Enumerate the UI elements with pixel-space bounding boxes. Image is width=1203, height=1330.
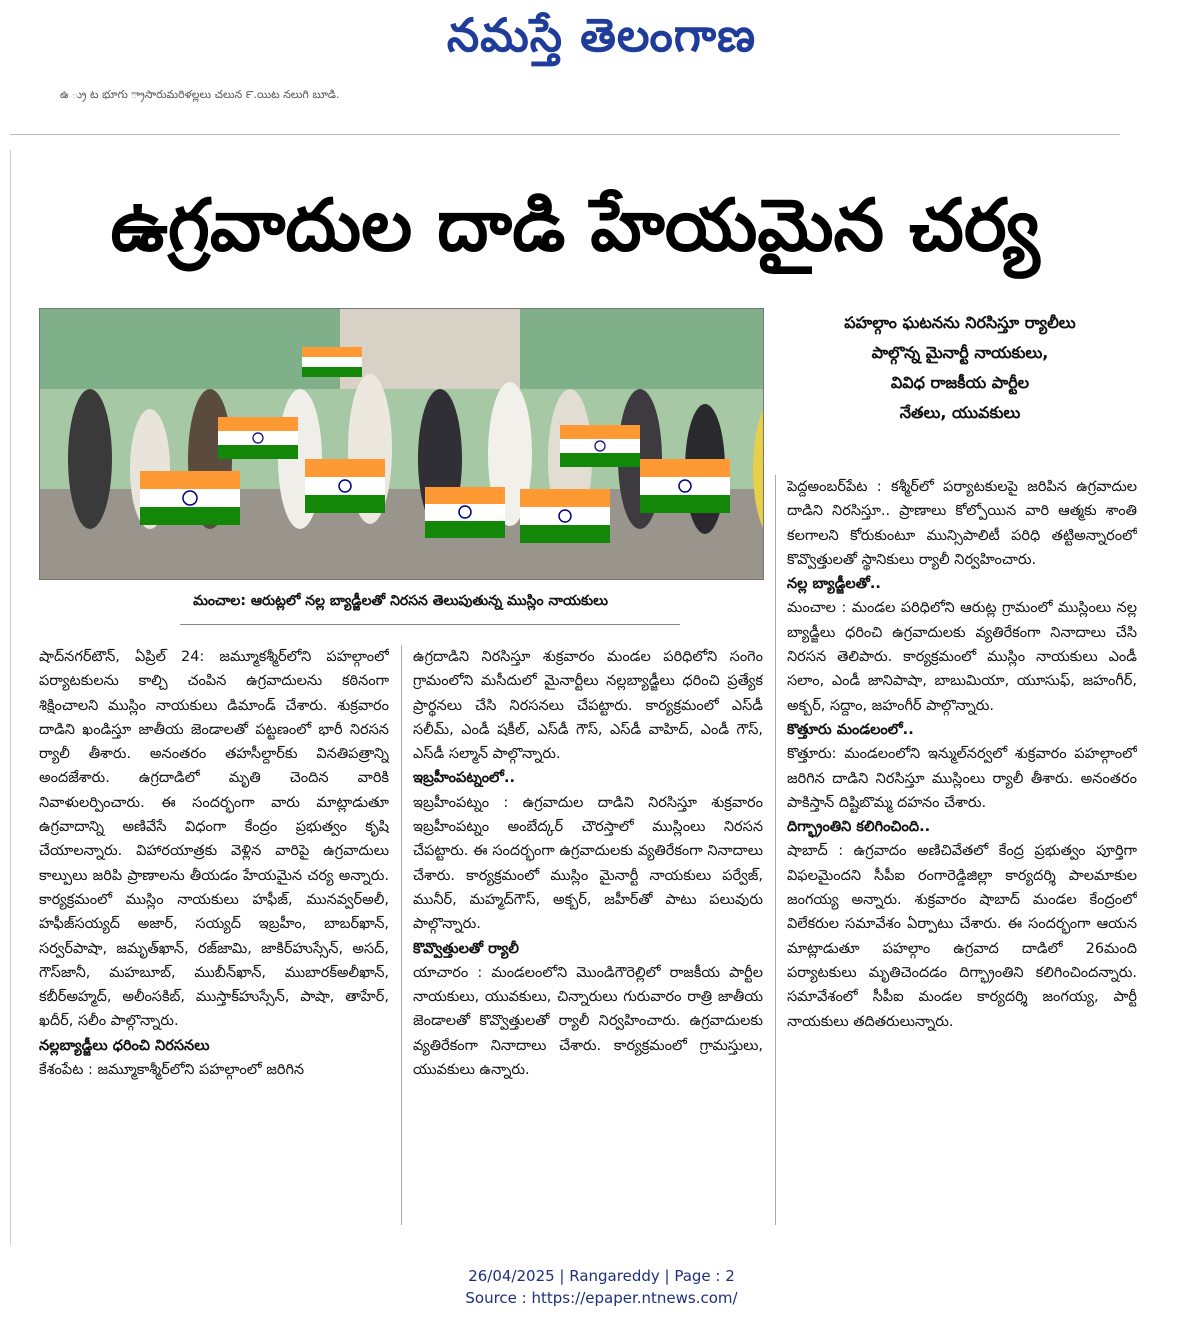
flag-band-middle <box>302 357 362 367</box>
flag-band-top <box>305 459 385 477</box>
section-subheading: ఇబ్రహీంపట్నంలో.. <box>413 770 515 787</box>
flag-band-top <box>218 417 298 431</box>
flag-band-top <box>302 347 362 357</box>
flag-band-bottom <box>560 453 640 467</box>
column-divider <box>775 475 776 1225</box>
subheadline-deck <box>780 308 1140 458</box>
newspaper-logo: నమస్తే తెలంగాణ <box>446 8 757 62</box>
source-link[interactable]: Source : https://epaper.ntnews.com/ <box>465 1289 738 1307</box>
flag-band-bottom <box>425 521 505 538</box>
paragraph: కేశంపేట : జమ్మూకాశ్మీర్‌లోని పహల్గాంలో జరిగిన <box>39 1062 305 1079</box>
flag-band-bottom <box>520 525 610 543</box>
section-subheading: నల్ల బ్యాడ్జీలతో.. <box>787 576 881 593</box>
flag-band-bottom <box>305 495 385 513</box>
flag-band-bottom <box>218 445 298 459</box>
section-subheading: నల్లబ్యాడ్జీలు ధరించి నిరసనలు <box>39 1037 210 1054</box>
paragraph: ఉగ్రదాడిని నిరసిస్తూ శుక్రవారం మండల పరిధిలోని సంగెం గ్రామంలోని మసీదులో మైనార్టీలు నల్లబ్యాడ్జీలు ధరించి ప్రత్యేక ప్రార్థనలు చేసి నిరసనలు చేపట్టారు. కార్యక్రమంలో ఎస్‌డీ సలీమ్, ఎండీ షకీల్, ఎస్‌డీ గౌస్, ఎస్‌డీ వాహిద్, ఎండీ గౌస్, ఎస్‌డీ సల్మాన్ పాల్గొన్నారు. <box>413 649 763 763</box>
flag-band-bottom <box>302 367 362 377</box>
paragraph: షాద్‌నగర్‌టౌన్, ఏప్రిల్ 24: జమ్మూకశ్మీర్‌లోని పహల్గాంలో పర్యాటకులను కాల్చి చంపిన ఉగ్రవాదులను కఠినంగా శిక్షించాలని ముస్లిం నాయకులు డిమాండ్ చేశారు. శుక్రవారం దాడిని ఖండిస్తూ జాతీయ జెండాలతో పట్టణంలో భారీ నిరసన ర్యాలీ తీశారు. అనంతరం తహసీల్దార్‌కు వినతిపత్రాన్ని అందజేశారు. ఉగ్రదాడిలో మృతి చెందిన వారికి నివాళులర్పించారు. ఈ సందర్భంగా వారు మాట్లాడుతూ ఉగ్రవాదాన్ని అణివేసే విధంగా కేంద్రం ప్రభుత్వం కృషి చేయాలన్నారు. విహారయాత్రకు వెళ్లిన వారిపై ఉగ్రవాదులు కాల్పులు జరిపి ప్రాణాలను తీయడం హేయమైన చర్య అన్నారు. కార్యక్రమంలో ముస్లిం నాయకులు హఫీజ్, మునవ్వర్‌అలీ, హఫీజ్‌సయ్యద్ అజార్, సయ్యద్ ఇబ్రహీం, బాబర్‌ఖాన్, సర్వర్‌పాషా, జమృత్‌ఖాన్, రజ్‌జామి, జాకిర్‌హుస్సేన్, అసద్, గౌస్‌జానీ, మహబూబ్, ముబీన్‌ఖాన్, ముబారక్‌అలీఖాన్, కబీర్‌అహ్మద్, అలీంసకిబ్, ముస్తాక్‌హుస్సేన్, పాషా, తాహేర్, ఖదీర్, సలీం పాల్గొన్నారు. <box>39 649 389 1030</box>
section-subheading: కొవ్వొత్తులతో ర్యాలీ <box>413 940 519 957</box>
flag-band-top <box>140 471 240 489</box>
deck-line: పాల్గొన్న మైనార్టీ నాయకులు, <box>871 343 1049 362</box>
paragraph: ఇబ్రహీంపట్నం : ఉగ్రవాదుల దాడిని నిరసిస్తూ శుక్రవారం ఇబ్రహీంపట్నం అంబేద్కర్ చౌరస్తాలో ముస్లింలు నిరసన చేపట్టారు. ఈ సందర్భంగా ఉగ్రవాదులకు వ్యతిరేకంగా నినాదాలు చేశారు. కార్యక్రమంలో ముస్లిం మైనార్టీ నాయకులు పర్వేజ్, మునీర్, మహ్మద్‌గౌస్, అక్బర్, జహీర్‌తో పాటు పలువురు పాల్గొన్నారు. <box>413 794 763 933</box>
section-subheading: దిగ్భ్రాంతిని కలిగించింది.. <box>787 819 931 836</box>
flag-band-bottom <box>140 507 240 525</box>
photo-caption: మంచాల: ఆరుట్లలో నల్ల బ్యాడ్జీలతో నిరసన తెలుపుతున్న ముస్లిం నాయకులు <box>193 593 608 609</box>
top-divider <box>10 134 1120 135</box>
paragraph: మంచాల : మండల పరిధిలోని ఆరుట్ల గ్రామంలో ముస్లింలు నల్ల బ్యాడ్జీలు ధరించి ఉగ్రవాదులకు వ్యతిరేకంగా నినాదాలు చేసి నిరసన తెలిపారు. కార్యక్రమంలో ముస్లిం నాయకులు ఎండీ సలాం, ఎండీ జానిపాషా, బాబుమియా, యూసుఫ్, జహంగీర్, అక్బర్, సద్దాం, జహంగీర్ పాల్గొన్నారు. <box>787 600 1137 714</box>
flag-band-top <box>640 459 730 477</box>
deck-line: పహల్గాం ఘటనను నిరసిస్తూ ర్యాలీలు <box>844 313 1076 332</box>
masthead <box>0 0 1203 78</box>
flag-band-bottom <box>640 495 730 513</box>
page-footer <box>0 1265 1203 1315</box>
section-subheading: కొత్తూరు మండలంలో.. <box>787 721 914 738</box>
article-column-3 <box>787 475 1137 1225</box>
edition-info: 26/04/2025 | Rangareddy | Page : 2 <box>468 1267 735 1285</box>
paragraph: పెద్దఅంబర్‌పేట : కశ్మీర్‌లో పర్యాటకులపై జరిపిన ఉగ్రవాదుల దాడిని నిరసిస్తూ.. ప్రాణాలు కోల్పోయిన వారి ఆత్మకు శాంతి కలగాలని కోరుకుంటూ మున్సిపాలిటీ పరిధి తట్టిఅన్నారంలో కొవ్వొత్తులతో స్థానికులు ర్యాలీ నిర్వహించారు. <box>787 479 1137 568</box>
cut-off-text-line: ఉ ్రు ట భూగు ్రాసారుమరిళల్లలు చలున ౯.యిట నలుగి బూడి. <box>60 88 340 101</box>
deck-line: నేతలు, యువకులు <box>899 403 1021 422</box>
news-photo <box>39 308 764 580</box>
flag-band-top <box>560 425 640 439</box>
photo-illustration <box>40 309 763 579</box>
column-divider <box>401 645 402 1225</box>
article-column-2 <box>413 645 763 1225</box>
flag-band-top <box>520 489 610 507</box>
paragraph: షాబాద్ : ఉగ్రవాదం అణిచివేతలో కేంద్ర ప్రభుత్వం పూర్తిగా విఫలమైందని సీపీఐ రంగారెడ్డిజిల్లా కార్యదర్శి పాలమాకుల జంగయ్య అన్నారు. శుక్రవారం షాబాద్ మండల కేంద్రంలో విలేకరుల సమావేశం ఏర్పాటు చేశారు. ఈ సందర్భంగా ఆయన మాట్లాడుతూ పహల్గాం ఉగ్రవాద దాడిలో 26మంది పర్యాటకులు మృతిచెందడం దిగ్భ్రాంతిని కలిగించిందన్నారు. సమావేశంలో సీపీఐ మండల కార్యదర్శి జంగయ్య, పార్టీ నాయకులు తదితరులున్నారు. <box>787 843 1137 1030</box>
flag-band-top <box>425 487 505 504</box>
left-frame-line <box>10 150 11 1245</box>
deck-line: వివిధ రాజకీయ పార్టీల <box>890 373 1030 392</box>
paragraph: కొత్తూరు: మండలంలోని ఇన్ముల్‌నర్వలో శుక్రవారం పహల్గాంలో జరిగిన దాడిని నిరసిస్తూ ముస్లింలు ర్యాలీ తీశారు. అనంతరం పాకిస్తాన్ దిష్టిబొమ్మ దహనం చేశారు. <box>787 746 1137 811</box>
headline: ఉగ్రవాదుల దాడి హేయమైన చర్య <box>110 183 1040 267</box>
article-column-1 <box>39 645 389 1225</box>
paragraph: యాచారం : మండలంలోని మొండిగౌరెల్లిలో రాజకీయ పార్టీల నాయకులు, యువకులు, చిన్నారులు గురువారం రాత్రి జాతీయ జెండాలతో కొవ్వొత్తులతో ర్యాలీ నిర్వహించారు. ఉగ్రవాదులకు వ్యతిరేకంగా నినాదాలు చేశారు. కార్యక్రమంలో గ్రామస్తులు, యువకులు ఉన్నారు. <box>413 964 763 1079</box>
caption-divider <box>180 624 680 625</box>
